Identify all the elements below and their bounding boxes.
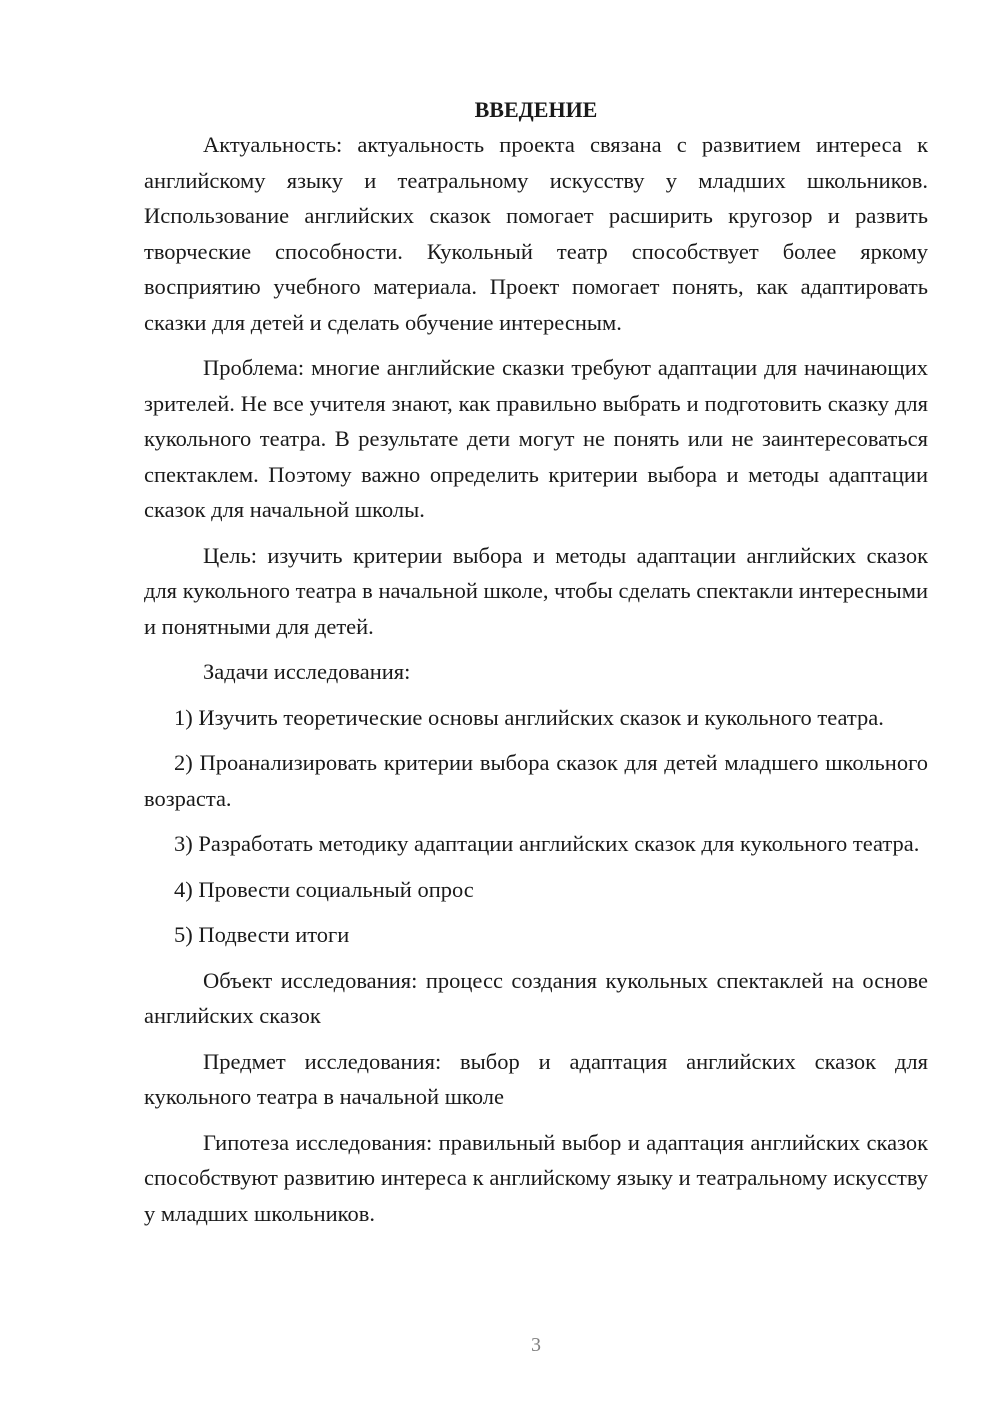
- document-page: [144, 92, 928, 1241]
- paragraph-hypothesis: Гипотеза исследования: правильный выбор и адаптация английских сказок способствуют развитию интереса к английскому языку и театральному искусству у младших школьников.: [144, 1129, 928, 1226]
- paragraph-subject: Предмет исследования: выбор и адаптация английских сказок для кукольного театра в начальной школе: [144, 1048, 928, 1109]
- task-item: 3) Разработать методику адаптации английских сказок для кукольного театра.: [174, 831, 920, 856]
- paragraph-problem: Проблема: многие английские сказки требуют адаптации для начинающих зрителей. Не все учителя знают, как правильно выбрать и подготовить сказку для кукольного театра. В результате дети могут не понять или не заинтересоваться спектаклем. Поэтому важно определить критерии выбора и методы адаптации сказок для начальной школы.: [144, 355, 928, 522]
- tasks-list: [144, 700, 928, 953]
- tasks-heading: Задачи исследования:: [203, 659, 411, 684]
- page-number: 3: [531, 1334, 541, 1356]
- paragraph-relevance: Актуальность: актуальность проекта связана с развитием интереса к английскому языку и театральному искусству у младших школьников. Использование английских сказок помогает расширить кругозор и развить творческие способности. Кукольный театр способствует более яркому восприятию учебного материала. Проект помогает понять, как адаптировать сказки для детей и сделать обучение интересным.: [144, 132, 928, 335]
- document-title: ВВЕДЕНИЕ: [474, 97, 598, 122]
- paragraph-object: Объект исследования: процесс создания кукольных спектаклей на основе английских сказок: [144, 967, 928, 1028]
- task-item: 1) Изучить теоретические основы английских сказок и кукольного театра.: [174, 704, 884, 730]
- paragraph-goal: Цель: изучить критерии выбора и методы адаптации английских сказок для кукольного театра в начальной школе, чтобы сделать спектакли интересными и понятными для детей.: [144, 542, 928, 639]
- task-item: 2) Проанализировать критерии выбора сказок для детей младшего школьного возраста.: [144, 750, 928, 811]
- task-item: 4) Провести социальный опрос: [174, 876, 474, 902]
- task-item: 5) Подвести итоги: [174, 922, 350, 947]
